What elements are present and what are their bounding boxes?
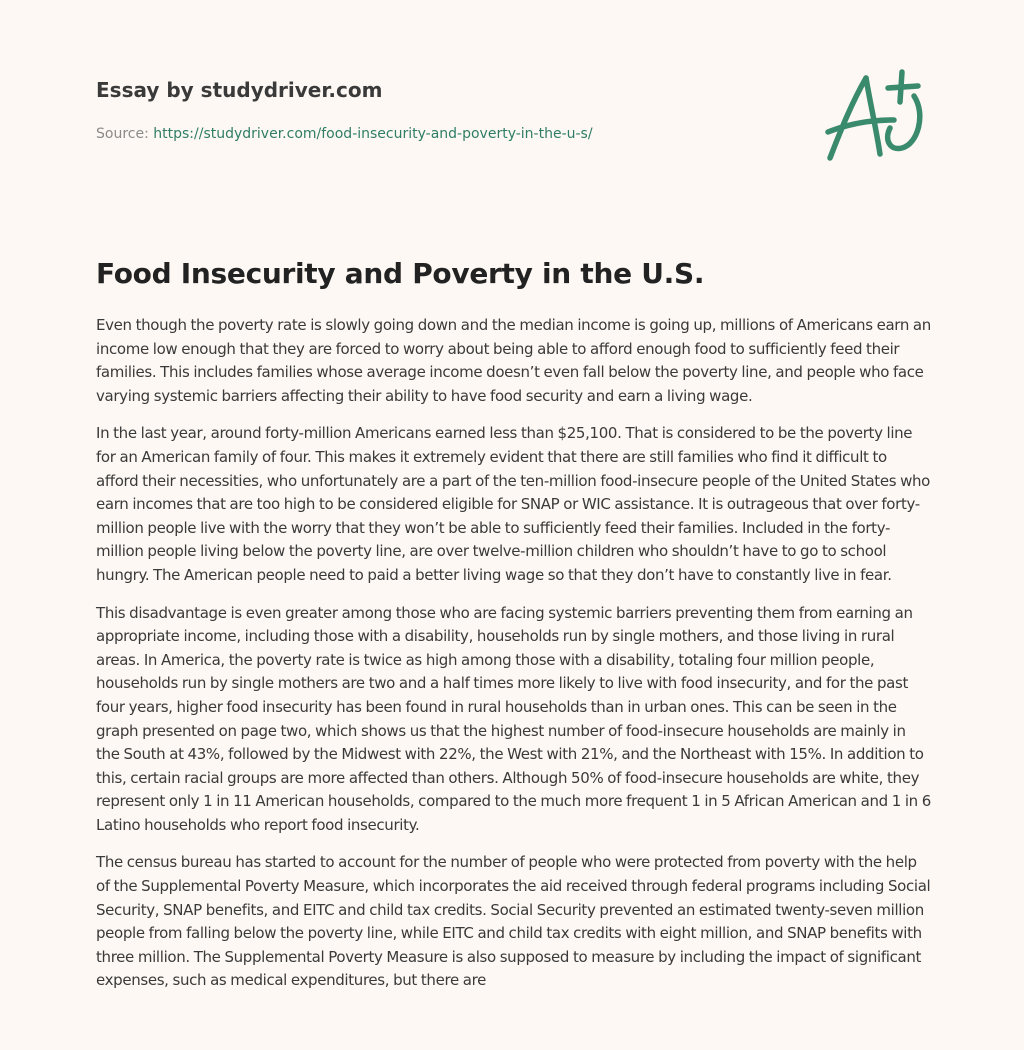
source-label: Source:	[96, 126, 149, 142]
brand-title: Essay by studydriver.com	[96, 78, 383, 102]
essay-title: Food Insecurity and Poverty in the U.S.	[96, 257, 705, 290]
source-line	[96, 124, 796, 144]
source-link[interactable]: https://studydriver.com/food-insecurity-and-poverty-in-the-u-s/	[153, 126, 593, 142]
paragraph: Even though the poverty rate is slowly going down and the median income is going up, millions of Americans earn an income low enough that they are forced to worry about being able to afford enough food to sufficiently feed their families. This includes families whose average income doesn’t even fall below the poverty line, and people who face varying systemic barriers affecting their ability to have food security and earn a living wage.	[96, 316, 931, 405]
paragraph: The census bureau has started to account for the number of people who were protected from poverty with the help of the Supplemental Poverty Measure, which incorporates the aid received through federal programs including Social Security, SNAP benefits, and EITC and child tax credits. Social Security prevented an estimated twenty-seven million people from falling below the poverty line, while EITC and child tax credits with eight million, and SNAP benefits with three million. The Supplemental Poverty Measure is also supposed to measure by including the impact of significant expenses, such as medical expenditures, but there are	[96, 853, 931, 990]
paragraph: This disadvantage is even greater among those who are facing systemic barriers preventing them from earning an appropriate income, including those with a disability, households run by single mothers, and those living in rural areas. In America, the poverty rate is twice as high among those with a disability, totaling four million people, households run by single mothers are two and a half times more likely to live with food insecurity, and for the past four years, higher food insecurity has been found in rural households than in urban ones. This can be seen in the graph presented on page two, which shows us that the highest number of food-insecure households are mainly in the South at 43%, followed by the Midwest with 22%, the West with 21%, and the Northeast with 15%. In addition to this, certain racial groups are more affected than others. Although 50% of food-insecure households are white, they represent only 1 in 11 American households, compared to the much more frequent 1 in 5 African American and 1 in 6 Latino households who report food insecurity.	[96, 603, 931, 834]
essay-body	[96, 314, 932, 1007]
page-header	[96, 72, 796, 144]
a-plus-grade-icon	[818, 66, 930, 166]
paragraph: In the last year, around forty-million Americans earned less than $25,100. That is considered to be the poverty line for an American family of four. This makes it extremely evident that there are still families who find it difficult to afford their necessities, who unfortunately are a part of the ten-million food-insecure people of the United States who earn incomes that are too high to be considered eligible for SNAP or WIC assistance. It is outrageous that over forty-million people live with the worry that they won’t be able to sufficiently feed their families. Included in the forty-million people living below the poverty line, are over twelve-million children who shouldn’t have to go to school hungry. The American people need to paid a better living wage so that they don’t have to constantly live in fear.	[96, 424, 930, 584]
